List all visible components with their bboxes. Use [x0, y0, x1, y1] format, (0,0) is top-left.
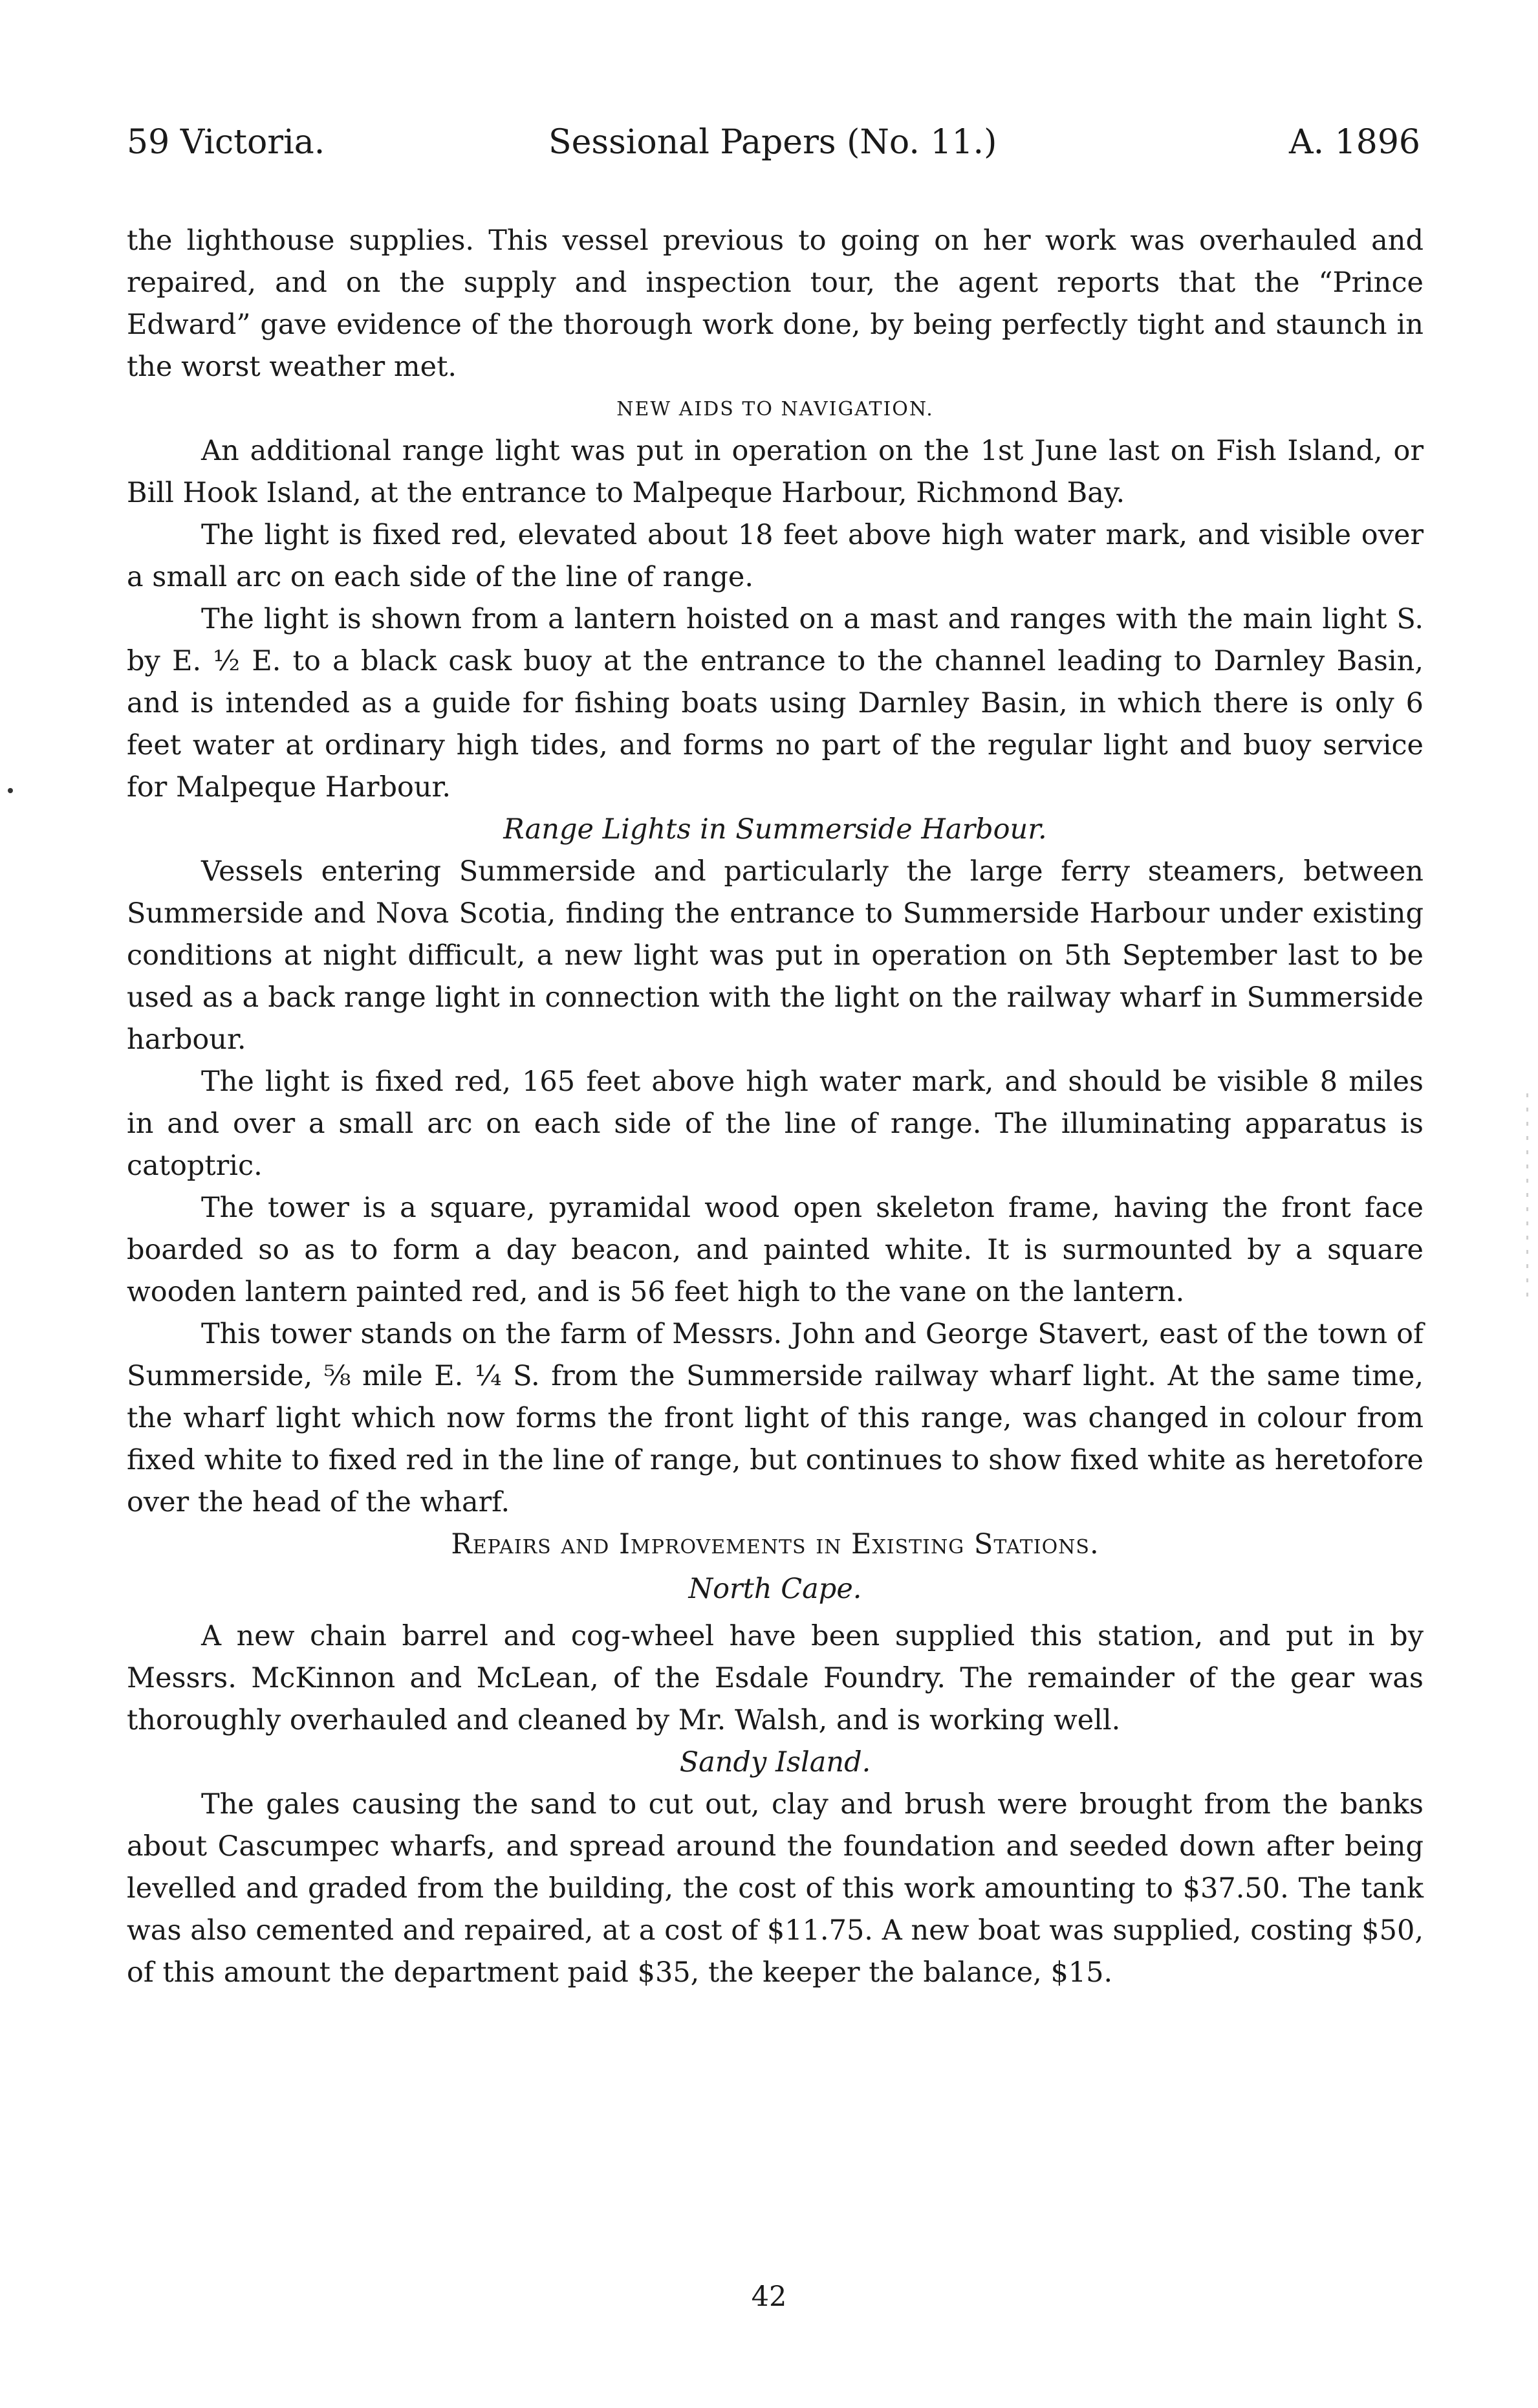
header-volume: 59 Victoria. [127, 123, 325, 162]
paragraph-north-cape: A new chain barrel and cog-wheel have been supplied this station, and put in by Messrs. McKinnon and McLean, of the Esdale Foundry. The remainder of the gear was thoroughly overhauled and cleaned by Mr. Walsh, and is working well. [127, 1620, 1424, 1736]
page-header [127, 123, 1420, 188]
margin-speck [8, 788, 13, 793]
subheading-summerside: Range Lights in Summerside Harbour. [503, 813, 1047, 846]
paragraph-lantern-mast: The light is shown from a lantern hoisted on a mast and ranges with the main light S. by E. ½ E. to a black cask buoy at the entrance to the channel leading to Darnley Basin, and is intended as a guide for fishing boats using Darnley Basin, in which there is only 6 feet water at ordinary high tides, and forms no part of the regular light and buoy service for Malpeque Harbour. [127, 603, 1424, 804]
subheading-sandy-island: Sandy Island. [679, 1746, 871, 1779]
section-heading-new-aids: NEW AIDS TO NAVIGATION. [616, 398, 934, 421]
paragraph-continuation: the lighthouse supplies. This vessel previous to going on her work was overhauled and repaired, and on the supply and inspection tour, the agent reports that the “Prince Edward” gave evidence of the thorough work done, by being perfectly tight and staunch in the worst weather met. [127, 224, 1424, 383]
paragraph-light-165-feet: The light is fixed red, 165 feet above high water mark, and should be visible 8 miles in and over a small arc on each side of the line of range. The illuminating apparatus is catoptric. [127, 1066, 1424, 1182]
paragraph-fish-island: An additional range light was put in operation on the 1st June last on Fish Island, or Bill Hook Island, at the entrance to Malpeque Harbour, Richmond Bay. [127, 435, 1424, 509]
paragraph-sandy-island: The gales causing the sand to cut out, clay and brush were brought from the banks about Cascumpec wharfs, and spread around the foundation and seeded down after being levelled and graded from the building, the cost of this work amounting to $37.50. The tank was also cemented and repaired, at a cost of $11.75. A new boat was supplied, costing $50, of this amount the department paid $35, the keeper the balance, $15. [127, 1788, 1424, 1989]
header-year: A. 1896 [1289, 123, 1420, 162]
subheading-north-cape: North Cape. [688, 1573, 862, 1605]
header-title: Sessional Papers (No. 11.) [548, 123, 997, 162]
page-body [127, 220, 1424, 1994]
section-heading-repairs: Repairs and Improvements in Existing Stations. [451, 1528, 1099, 1560]
paragraph-tower-description: The tower is a square, pyramidal wood open skeleton frame, having the front face boarded so as to form a day beacon, and painted white. It is surmounted by a square wooden lantern painted red, and is 56 feet high to the vane on the lantern. [127, 1192, 1424, 1308]
page-number: 42 [751, 2281, 787, 2313]
scan-edge-marks [1526, 1093, 1528, 1307]
paragraph-vessels-entering: Vessels entering Summerside and particularly the large ferry steamers, between Summerside and Nova Scotia, finding the entrance to Summerside Harbour under existing conditions at night difficult, a new light was put in operation on 5th September last to be used as a back range light in connection with the light on the railway wharf in Summerside harbour. [127, 855, 1424, 1056]
paragraph-tower-location: This tower stands on the farm of Messrs. John and George Stavert, east of the town of Summerside, ⅝ mile E. ¼ S. from the Summerside railway wharf light. At the same time, the wharf light which now forms the front light of this range, was changed in colour from fixed white to fixed red in the line of range, but continues to show fixed white as heretofore over the head of the wharf. [127, 1318, 1424, 1518]
paragraph-light-fixed-red: The light is fixed red, elevated about 18 feet above high water mark, and visible over a small arc on each side of the line of range. [127, 519, 1424, 593]
